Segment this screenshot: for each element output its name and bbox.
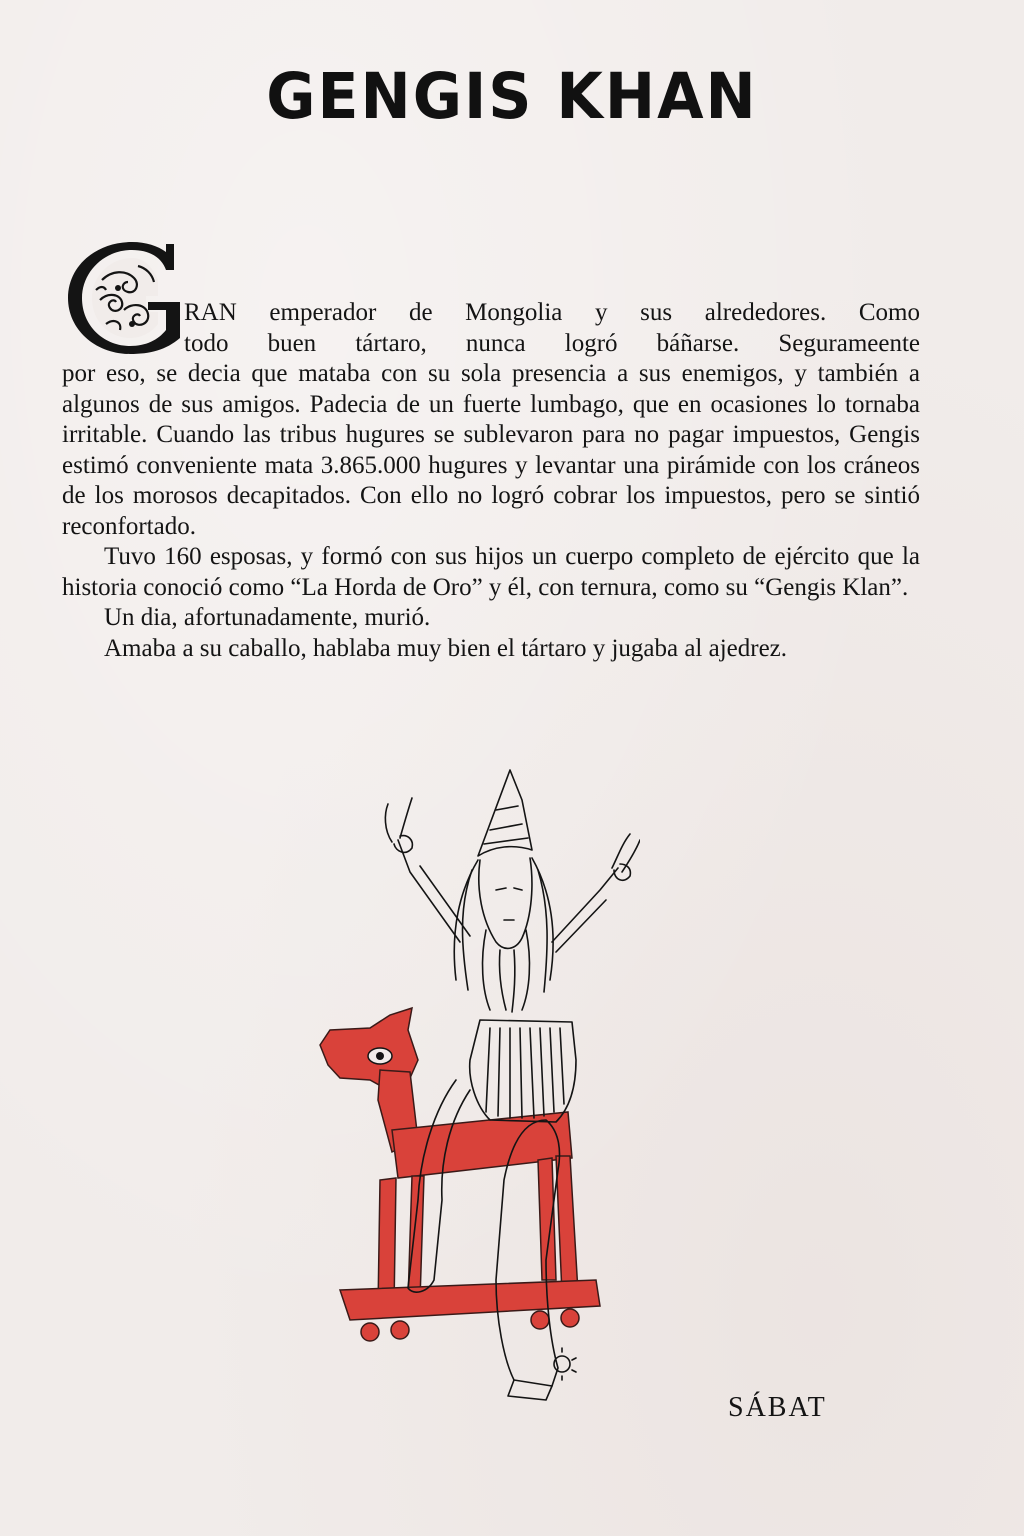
paragraph-4: Amaba a su caballo, hablaba muy bien el tártaro y jugaba al ajedrez. xyxy=(104,634,788,662)
warrior-on-toy-horse-illustration xyxy=(300,760,640,1410)
article-body xyxy=(62,298,920,664)
paragraph-1-line-2: todo buen tártaro, nunca logró báñarse. Segurameente xyxy=(184,329,920,357)
paragraph-1-line-1: RAN emperador de Mongolia y sus alrededores. Como xyxy=(184,299,920,326)
paragraph-2: Tuvo 160 esposas, y formó con sus hijos un cuerpo completo de ejército que la historia conoció como “La Horda de Oro” y él, con ternura, como su “Gengis Klan”. xyxy=(62,543,920,601)
page-title: GENGIS KHAN xyxy=(266,60,758,134)
artist-signature: SÁBAT xyxy=(728,1392,827,1423)
paragraph-1-rest: por eso, se decia que mataba con su sola presencia a sus enemigos, y también a algunos de sus amigos. Padecia de un fuerte lumbago, que en ocasiones lo tornaba irritable. Cuando las tribus hugures se sublevaron para no pagar impuestos, Gengis estimó conveniente mata 3.865.000 hugures y levantar una pirámide con los cráneos de los morosos decapitados. Con ello no logró cobrar los impuestos, pero se sintió reconfortado. xyxy=(62,360,920,540)
paragraph-3: Un dia, afortunadamente, murió. xyxy=(104,604,431,631)
